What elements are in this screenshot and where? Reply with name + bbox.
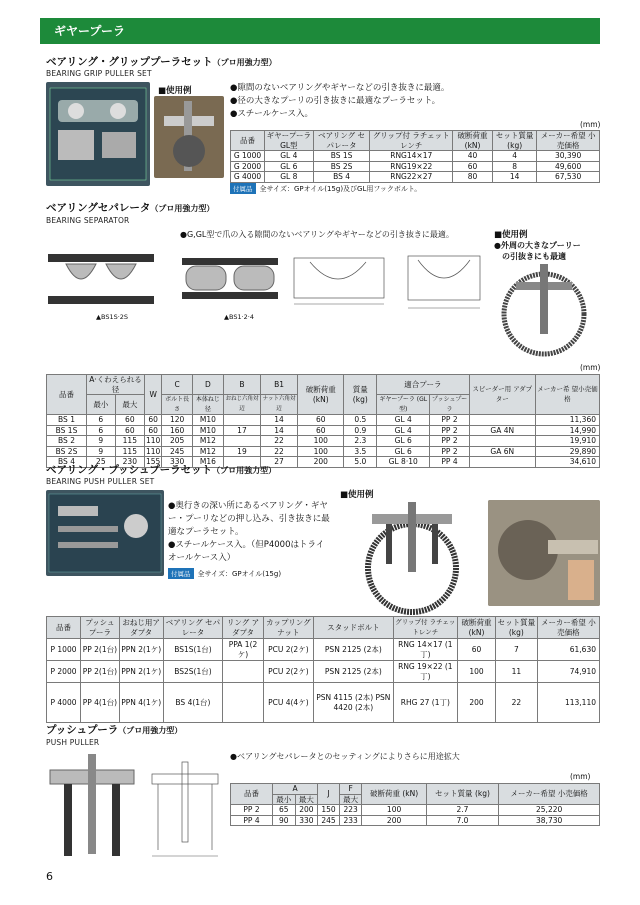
table-row: BS 1 6 60 60 120 M10 14 60 0.5 GL 4 PP 2 11,360 [47, 415, 600, 426]
table-row: BS 1S 6 60 60 160 M10 17 14 60 0.9 GL 4 PP 2 GA 4N 14,990 [47, 425, 600, 436]
separator-use-note: ●外周の大きなプーリー の引抜きにも最適 [494, 241, 581, 261]
table-row: G 2000 GL 6 BS 2S RNG19×22 60 8 49,600 [231, 161, 600, 172]
table-row: G 4000 GL 8 BS 4 RNG22×27 80 14 67,530 [231, 172, 600, 183]
grip-set-attachment: 付属品 全サイズ：GPオイル(15g)及びGL用フックボルト。 [230, 183, 421, 194]
section-header: ギヤープーラ [40, 18, 600, 44]
push-set-use-label: ■使用例 [340, 490, 374, 500]
table-row: G 1000 GL 4 BS 1S RNG14×17 40 4 30,390 [231, 151, 600, 162]
bs1s-caption: ▲BS1S·2S [96, 313, 129, 321]
push-puller-diagram [146, 760, 226, 860]
separator-en: BEARING SEPARATOR [46, 216, 130, 225]
separator-side-diagram [402, 244, 492, 316]
push-set-attachment: 付属品 全サイズ：GPオイル(15g) [168, 568, 281, 579]
separator-table: 品番 A·くわえられる径 W C D B B1 破断荷重 (kN) 質量 (kg) 適合プーラ スピーダー用 アダプター メーカー希 望小売価格 最小 最大 ボルト長さ 本体ねじ径 おねじ六角対辺 ナット六角対辺 ギヤープーラ (GL型) プッシュプーラ BS 1 6 60 60 120 M10 14 60 0.5 GL 4 PP 2 11,360 BS 1S 6 60 60 160 M10 17 14 60 0.9 GL 4 PP 2 GA 4N 14,990 BS 2 9 115 110 205 M12 22 100 2.3 GL 6 PP 2 19,910 BS 2S 9 115 110 245 M12 19 22 100 3.5 GL 6 PP 2 GA 6N 29,890 BS 4 25 230 155 330 M16 27 200 5.0 GL 8·10 PP 4 34,610 [46, 374, 600, 468]
table-row: PP 4 90 330 245 233 200 7.0 38,730 [231, 815, 600, 826]
table-row: BS 4 25 230 155 330 M16 27 200 5.0 GL 8·10 PP 4 34,610 [47, 457, 600, 468]
push-set-table: 品番 プッシュプーラ おねじ用アダプタ ベアリング セパレータ リング アダプタ カップリング ナット スタッドボルト グリップ付 ラチェットレンチ 破断荷重 (kN) セット質量 (kg) メーカー希望 小売価格 P 1000 PP 2(1台) PPN 2(1ケ) BS1S(1台) PPA 1(2ケ) PCU 2(2ケ) PSN 2125 (2本) RNG 14×17 (1丁) 60 7 61,630 P 2000 PP 2(1台) PPN 2(1ケ) BS2S(1台) PCU 2(2ケ) PSN 2125 (2本) RNG 19×22 (1丁) 100 11 74,910 P 4000 PP 4(1台) PPN 4(1ケ) BS 4(1台) PCU 4(4ケ) PSN 4115 (2本) PSN 4420 (2本) RHG 27 (1丁) 200 22 113,110 [46, 616, 600, 723]
bs124-caption: ▲BS1·2·4 [224, 313, 255, 321]
push-set-en: BEARING PUSH PULLER SET [46, 477, 155, 486]
push-set-case-photo [46, 490, 164, 576]
grip-set-bullets: ●隙間のないベアリングやギヤーなどの引き抜きに最適。 ●径の大きなプーリの引き抜きに最適なプーラセット。 ●スチールケース入。 [230, 83, 450, 119]
grip-set-title: ベアリング・グリッププーラセット（プロ用強力型） [46, 56, 277, 68]
push-puller-bullet: ●ベアリングセパレータとのセッティングによりさらに用途拡大 [230, 752, 460, 761]
bs124-photo [180, 244, 280, 314]
grip-set-use-label: ■使用例 [158, 86, 192, 96]
push-puller-en: PUSH PULLER [46, 738, 100, 747]
push-puller-table: 品番 A J F 破断荷重 (kN) セット質量 (kg) メーカー希望 小売価格 最小 最大 最大 PP 2 65 200 150 223 100 2.7 25,220 PP 4 90 330 245 233 200 7.0 38,730 [230, 783, 600, 826]
separator-front-diagram [290, 248, 390, 310]
separator-unit: (mm) [580, 363, 601, 372]
grip-set-case-photo [46, 82, 150, 186]
grip-set-table: 品番 ギヤープーラ GL型 ベアリング セパレータ グリップ付 ラチェットレンチ 破断荷重 (kN) セット質量 (kg) メーカー希望 小売価格 G 1000 GL 4 BS 1S RNG14×17 40 4 30,390 G 2000 GL 6 BS 2S RNG19×22 60 8 49,600 G 4000 GL 8 BS 4 RNG22×27 80 14 67,530 [230, 130, 600, 183]
separator-use-label: ■使用例 [494, 230, 528, 240]
push-set-workshop-photo [488, 500, 600, 606]
table-row: BS 2S 9 115 110 245 M12 19 22 100 3.5 GL 6 PP 2 GA 6N 29,890 [47, 446, 600, 457]
grip-set-en: BEARING GRIP PULLER SET [46, 69, 152, 78]
grip-set-unit: (mm) [580, 120, 601, 129]
push-puller-photo [46, 752, 138, 860]
table-row: P 4000 PP 4(1台) PPN 4(1ケ) BS 4(1台) PCU 4(4ケ) PSN 4115 (2本) PSN 4420 (2本) RHG 27 (1丁) 200 22 113,110 [47, 683, 600, 723]
table-row: PP 2 65 200 150 223 100 2.7 25,220 [231, 805, 600, 816]
push-set-bullets: ●奥行きの深い所にあるベアリング・ギヤ ー・プーリなどの押し込み、引き抜きに最 適なプーラセット。 ●スチールケース入。（但P4000はトライ オールケース入） [168, 501, 330, 563]
page-number: 6 [46, 870, 53, 883]
table-row: P 2000 PP 2(1台) PPN 2(1ケ) BS2S(1台) PCU 2(2ケ) PSN 2125 (2本) RNG 19×22 (1丁) 100 11 74,910 [47, 661, 600, 683]
table-row: P 1000 PP 2(1台) PPN 2(1ケ) BS1S(1台) PPA 1(2ケ) PCU 2(2ケ) PSN 2125 (2本) RNG 14×17 (1丁) 60 7 61,630 [47, 639, 600, 661]
grip-set-use-photo [154, 96, 224, 178]
separator-use-photo [496, 262, 592, 358]
separator-bullet: ●G,GL型で爪の入る隙間のないベアリングやギヤーなどの引き抜きに最適。 [180, 230, 454, 239]
table-row: BS 2 9 115 110 205 M12 22 100 2.3 GL 6 PP 2 19,910 [47, 436, 600, 447]
bs1s-photo [46, 244, 156, 314]
push-set-use-photo [350, 500, 480, 615]
push-puller-title: プッシュプーラ（プロ用強力型） [46, 724, 183, 736]
separator-title: ベアリングセパレータ（プロ用強力型） [46, 202, 215, 214]
push-puller-unit: (mm) [570, 772, 591, 781]
push-set-title: ベアリング・プッシュプーラセット（プロ用強力型） [46, 464, 277, 476]
